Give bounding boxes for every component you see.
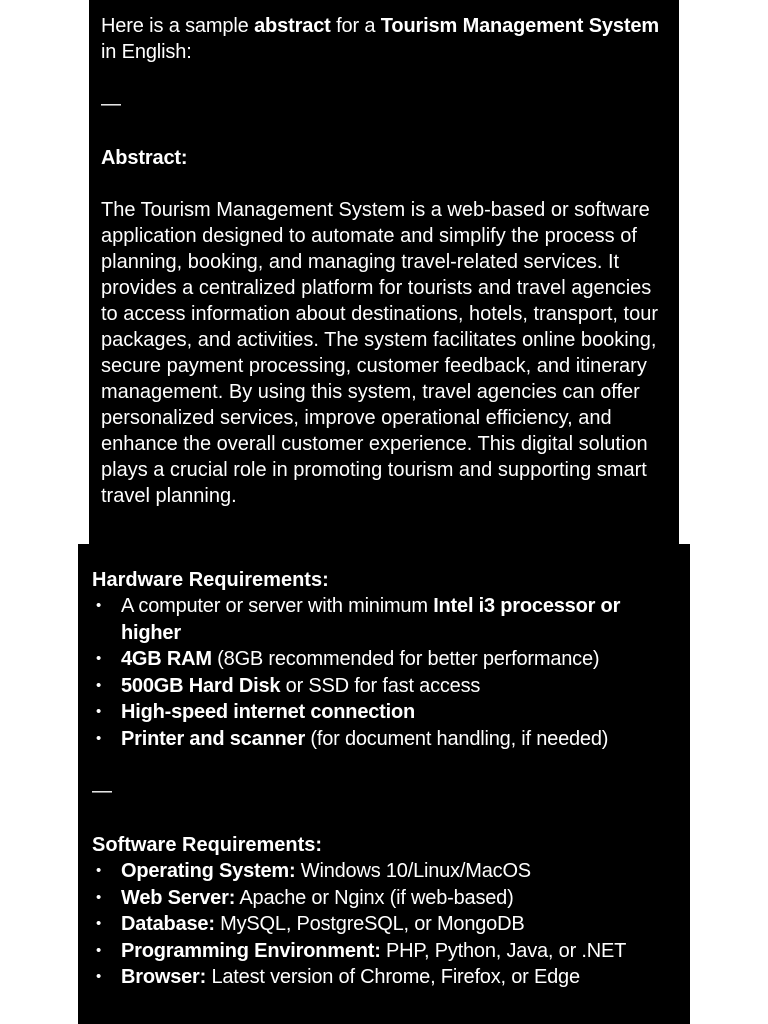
item-bold: Browser: xyxy=(121,966,207,988)
hardware-heading: Hardware Requirements: xyxy=(92,569,329,591)
item-text: Latest version of Chrome, Firefox, or Edge xyxy=(206,966,580,988)
divider: — xyxy=(101,93,121,115)
item-bold: Web Server: xyxy=(121,886,236,909)
item-bold: Operating System: xyxy=(121,860,296,882)
list-item xyxy=(92,726,680,753)
item-bold: 500GB Hard Disk xyxy=(121,674,281,697)
software-heading: Software Requirements: xyxy=(92,834,323,856)
item-text: Windows 10/Linux/MacOS xyxy=(295,860,531,882)
intro-pre: Here is a sample xyxy=(101,15,255,37)
item-bold: Database: xyxy=(121,913,215,935)
list-item xyxy=(92,938,680,965)
item-text: A computer or server with minimum xyxy=(121,595,434,617)
abstract-body: The Tourism Management System is a web-based or software application designed to automate and simplify the process of planning, booking, and managing travel-related services. It provides a centralized platform for tourists and travel agencies to access information about destinations, hotels, transport, tour packages, and activities. The system facilitates online booking, secure payment processing, customer feedback, and itinerary management. By using this system, travel agencies can offer personalized services, improve operational efficiency, and enhance the overall customer experience. This digital solution plays a crucial role in promoting tourism and supporting smart travel planning. xyxy=(101,199,658,507)
item-bold: High-speed internet connection xyxy=(121,701,416,723)
intro-post: in English: xyxy=(101,41,192,63)
item-text: or SSD for fast access xyxy=(280,674,481,697)
list-item xyxy=(92,673,680,700)
item-bold: Programming Environment: xyxy=(121,939,381,962)
item-text: Apache or Nginx (if web-based) xyxy=(235,886,514,909)
list-item xyxy=(92,911,680,938)
list-item xyxy=(92,885,680,912)
list-item xyxy=(92,646,680,673)
list-item xyxy=(92,858,680,885)
requirements-panel xyxy=(78,544,690,1024)
item-text: MySQL, PostgreSQL, or MongoDB xyxy=(214,913,525,935)
item-bold: Intel i3 processor or higher xyxy=(121,595,621,644)
list-item xyxy=(92,593,680,646)
abstract-panel xyxy=(89,0,679,544)
intro-mid: for a xyxy=(330,15,381,37)
divider: — xyxy=(92,780,112,802)
list-item xyxy=(92,964,680,991)
item-text: (8GB recommended for better performance) xyxy=(211,648,600,670)
intro-bold-title: Tourism Management System xyxy=(380,15,659,37)
intro-bold-abstract: abstract xyxy=(254,15,331,37)
hardware-list xyxy=(92,593,680,752)
item-text: PHP, Python, Java, or .NET xyxy=(380,939,627,962)
abstract-heading: Abstract: xyxy=(101,147,188,169)
item-text: (for document handling, if needed) xyxy=(305,727,609,750)
item-bold: Printer and scanner xyxy=(121,727,306,750)
software-list xyxy=(92,858,680,991)
intro-text xyxy=(101,13,667,65)
item-bold: 4GB RAM xyxy=(121,648,212,670)
list-item xyxy=(92,699,680,726)
